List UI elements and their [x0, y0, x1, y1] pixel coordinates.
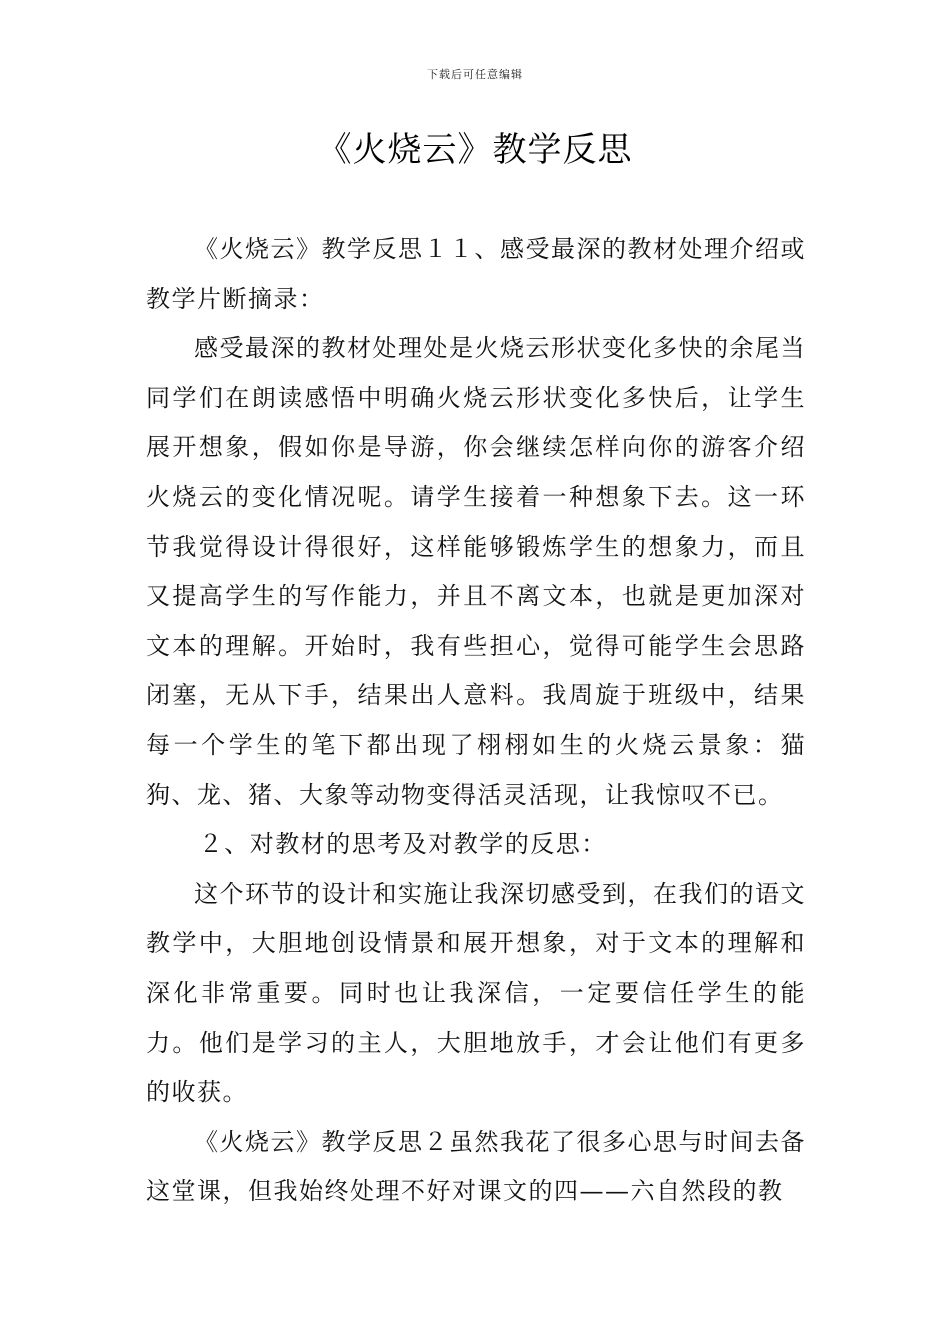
header-note: 下载后可任意编辑 [427, 68, 523, 81]
document-body [146, 225, 806, 1217]
page-title: 《火烧云》教学反思 [317, 130, 633, 170]
paragraph-2: 感受最深的教材处理处是火烧云形状变化多快的余尾当同学们在朗读感悟中明确火烧云形状变化多快后，让学生展开想象，假如你是导游，你会继续怎样向你的游客介绍火烧云的变化情况呢。请学生接着一种想象下去。这一环节我觉得设计得很好，这样能够锻炼学生的想象力，而且又提高学生的写作能力，并且不离文本，也就是更加深对文本的理解。开始时，我有些担心，觉得可能学生会思路闭塞，无从下手，结果出人意料。我周旋于班级中，结果每一个学生的笔下都出现了栩栩如生的火烧云景象：猫狗、龙、猪、大象等动物变得活灵活现，让我惊叹不已。 [146, 334, 806, 809]
paragraph-5: 《火烧云》教学反思２虽然我花了很多心思与时间去备这堂课，但我始终处理不好对课文的四——六自然段的教 [146, 1127, 806, 1206]
paragraph-4: 这个环节的设计和实施让我深切感受到，在我们的语文教学中，大胆地创设情景和展开想象，对于文本的理解和深化非常重要。同时也让我深信，一定要信任学生的能力。他们是学习的主人，大胆地放手，才会让他们有更多的收获。 [146, 879, 806, 1107]
paragraph-1: 《火烧云》教学反思１１、感受最深的教材处理介绍或教学片断摘录： [146, 235, 806, 313]
paragraph-3: ２、对教材的思考及对教学的反思： [198, 830, 607, 859]
